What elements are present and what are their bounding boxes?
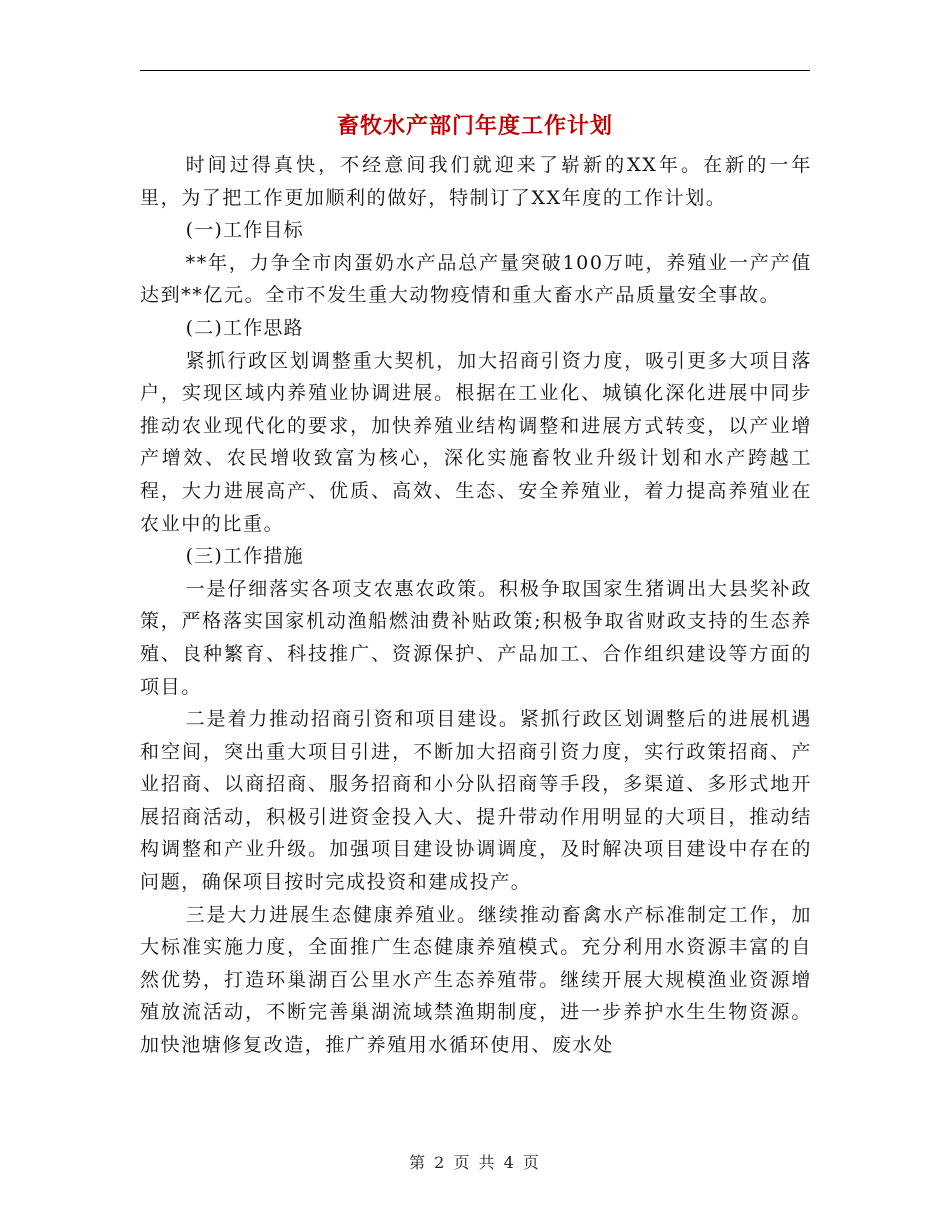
header-rule bbox=[140, 70, 810, 71]
goals-paragraph: **年，力争全市肉蛋奶水产品总产量突破100万吨，养殖业一产产值达到**亿元。全市不发生重大动物疫情和重大畜水产品质量安全事故。 bbox=[140, 251, 812, 307]
intro-paragraph: 时间过得真快，不经意间我们就迎来了崭新的XX年。在新的一年里，为了把工作更加顺利的做好，特制订了XX年度的工作计划。 bbox=[140, 154, 812, 209]
measure-two-paragraph: 二是着力推动招商引资和项目建设。紧抓行政区划调整后的进展机遇和空间，突出重大项目引进，不断加大招商引资力度，实行政策招商、产业招商、以商招商、服务招商和小分队招商等手段，多渠道、多形式地开展招商活动，积极引进资金投入大、提升带动作用明显的大项目，推动结构调整和产业升级。加强项目建设协调调度，及时解决项目建设中存在的问题，确保项目按时完成投资和建成投产。 bbox=[140, 708, 812, 894]
measure-three-paragraph: 三是大力进展生态健康养殖业。继续推动畜禽水产标准制定工作，加大标准实施力度，全面推广生态健康养殖模式。充分利用水资源丰富的自然优势，打造环巢湖百公里水产生态养殖带。继续开展大规模渔业资源增殖放流活动，不断完善巢湖流域禁渔期制度，进一步养护水生生物资源。加快池塘修复改造，推广养殖用水循环使用、废水处 bbox=[140, 903, 812, 1057]
document-body bbox=[140, 149, 812, 1062]
section-heading-measures: (三)工作措施 bbox=[185, 545, 304, 568]
section-heading-approach: (二)工作思路 bbox=[185, 316, 304, 339]
page-number: 第 2 页 共 4 页 bbox=[409, 1153, 541, 1172]
document-title: 畜牧水产部门年度工作计划 bbox=[336, 113, 613, 139]
measure-one-paragraph: 一是仔细落实各项支农惠农政策。积极争取国家生猪调出大县奖补政策，严格落实国家机动渔船燃油费补贴政策;积极争取省财政支持的生态养殖、良种繁育、科技推广、资源保护、产品加工、合作组织建设等方面的项目。 bbox=[140, 577, 812, 698]
section-heading-goals: (一)工作目标 bbox=[185, 219, 304, 242]
approach-paragraph: 紧抓行政区划调整重大契机，加大招商引资力度，吸引更多大项目落户，实现区域内养殖业协调进展。根据在工业化、城镇化深化进展中同步推动农业现代化的要求，加快养殖业结构调整和进展方式转变，以产业增产增效、农民增收致富为核心，深化实施畜牧业升级计划和水产跨越工程，大力进展高产、优质、高效、生态、安全养殖业，着力提高养殖业在农业中的比重。 bbox=[140, 349, 812, 535]
